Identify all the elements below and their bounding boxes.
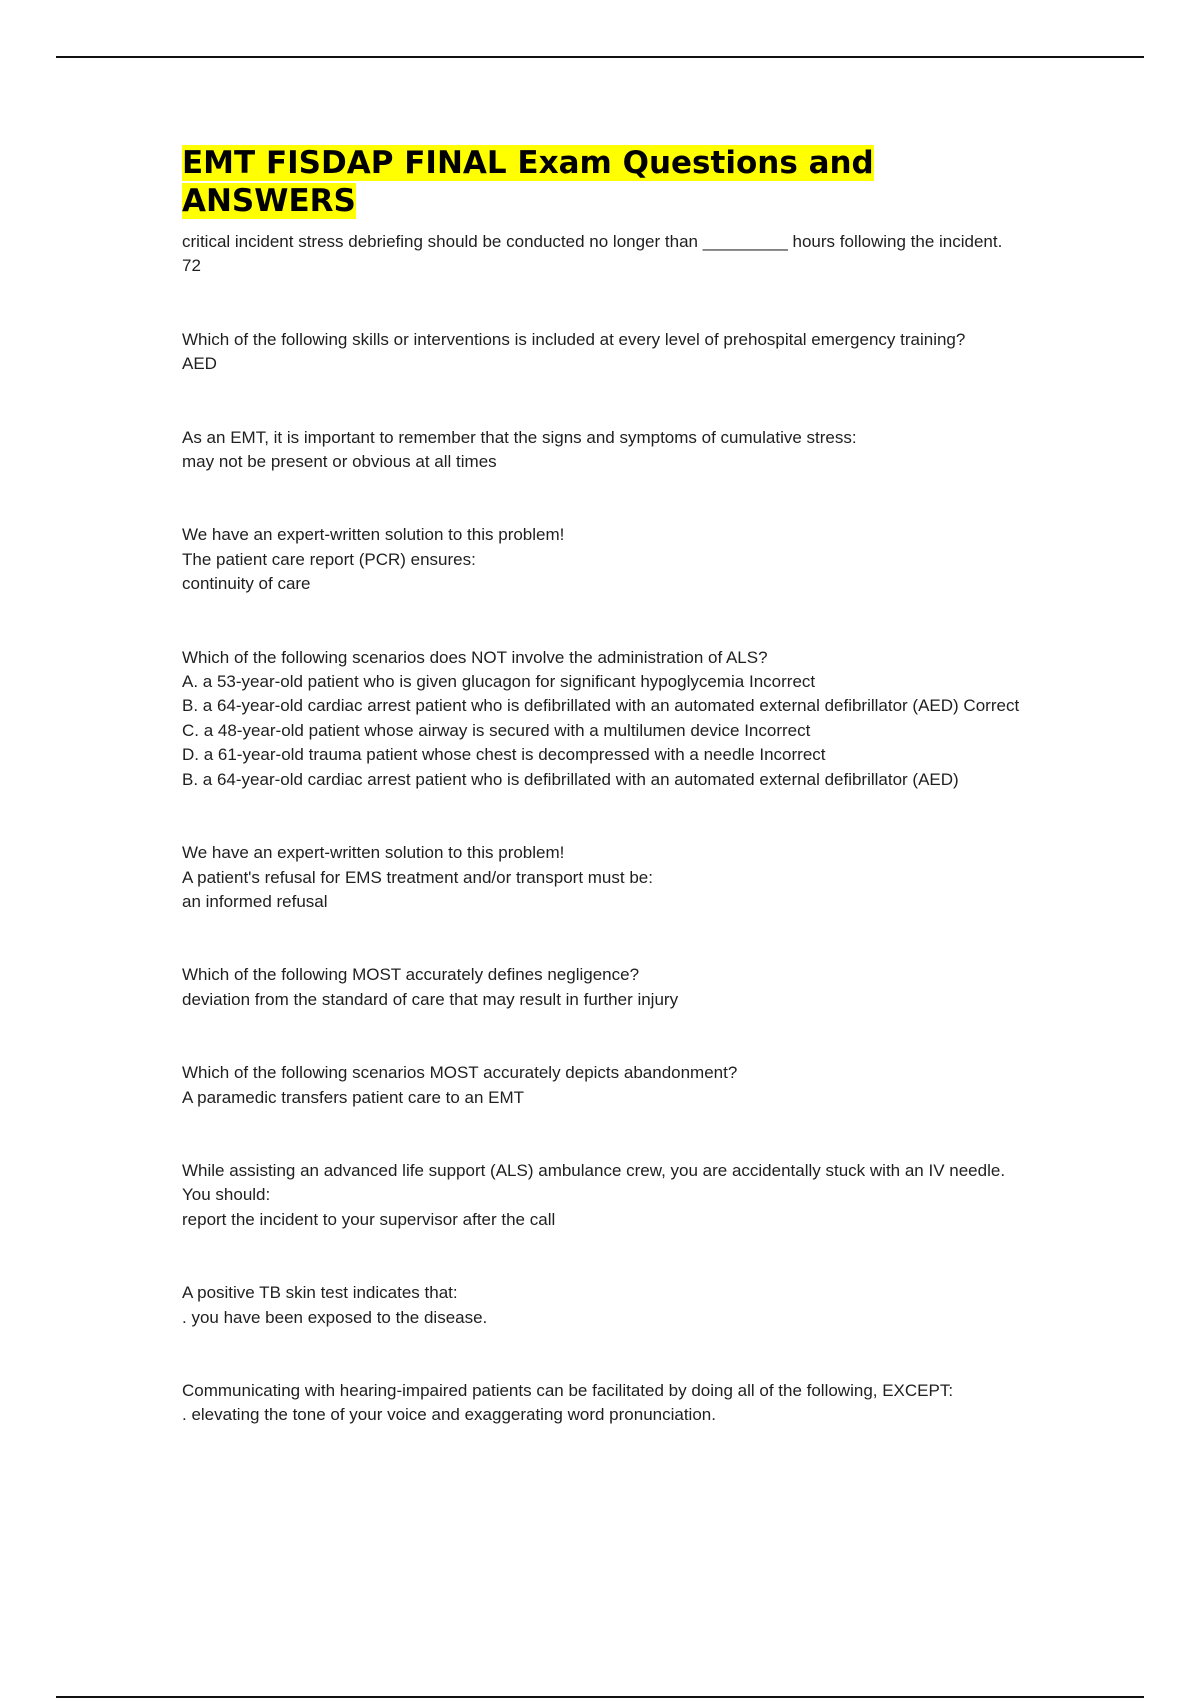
qa-line: Which of the following skills or interventions is included at every level of prehospital emergency training? bbox=[182, 329, 966, 349]
qa-line: B. a 64-year-old cardiac arrest patient who is defibrillated with an automated external defibrillator (AED) bbox=[182, 769, 959, 789]
qa-line: critical incident stress debriefing should be conducted no longer than _________ hours following the incident. bbox=[182, 232, 1003, 251]
qa-line: 72 bbox=[182, 256, 201, 276]
qa-line: A paramedic transfers patient care to an EMT bbox=[182, 1087, 525, 1107]
qa-entry bbox=[182, 1061, 1022, 1110]
qa-line: Communicating with hearing-impaired patients can be facilitated by doing all of the following, EXCEPT: bbox=[182, 1380, 954, 1400]
qa-line: . you have been exposed to the disease. bbox=[182, 1307, 488, 1327]
footer-rule bbox=[56, 1696, 1144, 1698]
qa-entry bbox=[182, 841, 1022, 914]
qa-line: may not be present or obvious at all times bbox=[182, 452, 497, 472]
qa-line: Which of the following MOST accurately defines negligence? bbox=[182, 965, 640, 985]
qa-entry bbox=[182, 230, 1022, 279]
qa-line: . elevating the tone of your voice and exaggerating word pronunciation. bbox=[182, 1405, 716, 1425]
document-body bbox=[182, 144, 1022, 1477]
qa-entry bbox=[182, 426, 1022, 475]
qa-line: As an EMT, it is important to remember that the signs and symptoms of cumulative stress: bbox=[182, 427, 857, 447]
qa-line: A patient's refusal for EMS treatment and/or transport must be: bbox=[182, 867, 653, 887]
qa-line: deviation from the standard of care that may result in further injury bbox=[182, 989, 679, 1009]
qa-entry bbox=[182, 523, 1022, 596]
qa-line: continuity of care bbox=[182, 574, 311, 594]
document-title bbox=[182, 144, 1022, 220]
qa-line: B. a 64-year-old cardiac arrest patient who is defibrillated with an automated external defibrillator (AED) Correct bbox=[182, 696, 1020, 716]
qa-line: A positive TB skin test indicates that: bbox=[182, 1283, 458, 1303]
qa-line: We have an expert-written solution to this problem! bbox=[182, 525, 565, 545]
qa-entry bbox=[182, 1281, 1022, 1330]
qa-line: an informed refusal bbox=[182, 891, 328, 911]
qa-line: Which of the following scenarios MOST accurately depicts abandonment? bbox=[182, 1063, 738, 1083]
qa-line: A. a 53-year-old patient who is given glucagon for significant hypoglycemia Incorrect bbox=[182, 672, 816, 692]
qa-line: The patient care report (PCR) ensures: bbox=[182, 549, 476, 569]
qa-line: AED bbox=[182, 354, 217, 374]
qa-entry bbox=[182, 646, 1022, 792]
qa-line: D. a 61-year-old trauma patient whose chest is decompressed with a needle Incorrect bbox=[182, 745, 826, 765]
title-highlight: EMT FISDAP FINAL Exam Questions and ANSWERS bbox=[182, 145, 874, 219]
qa-entry bbox=[182, 1159, 1022, 1232]
qa-line: C. a 48-year-old patient whose airway is secured with a multilumen device Incorrect bbox=[182, 720, 811, 740]
qa-entry bbox=[182, 328, 1022, 377]
qa-list bbox=[182, 230, 1022, 1428]
qa-line: We have an expert-written solution to this problem! bbox=[182, 843, 565, 863]
qa-entry bbox=[182, 1379, 1022, 1428]
qa-line: While assisting an advanced life support (ALS) ambulance crew, you are accidentally stuck with an IV needle. You should: bbox=[182, 1160, 1006, 1205]
qa-line: report the incident to your supervisor after the call bbox=[182, 1209, 556, 1229]
qa-line: Which of the following scenarios does NOT involve the administration of ALS? bbox=[182, 647, 768, 667]
header-rule bbox=[56, 56, 1144, 58]
qa-entry bbox=[182, 963, 1022, 1012]
